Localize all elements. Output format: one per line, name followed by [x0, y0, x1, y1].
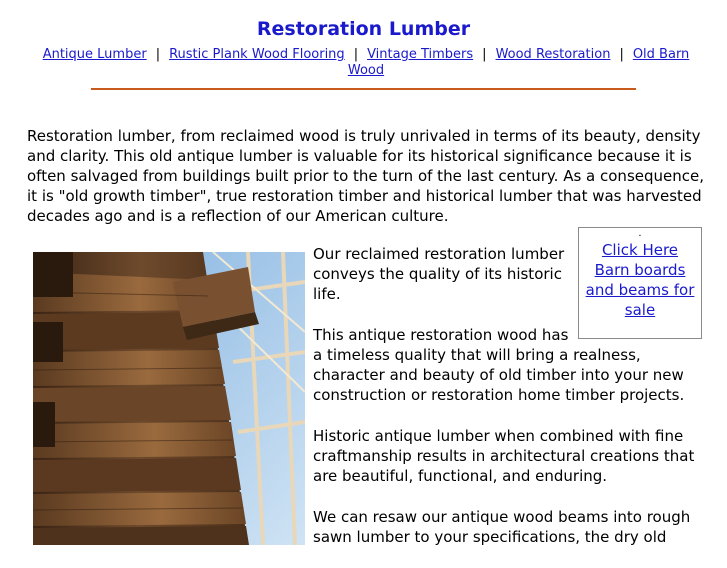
nav-link-rustic-plank-flooring[interactable]: Rustic Plank Wood Flooring	[169, 47, 345, 62]
nav-separator: |	[155, 47, 161, 62]
nav-link-old-barn-wood[interactable]: Old Barn Wood	[347, 47, 690, 78]
timber-wall-photo	[33, 252, 305, 545]
barn-boards-link[interactable]: Click Here Barn boards and beams for sale	[585, 241, 695, 319]
nav-separator: |	[619, 47, 624, 62]
promo-dot: .	[638, 228, 642, 239]
nav-link-antique-lumber[interactable]: Antique Lumber	[42, 47, 147, 62]
barn-boards-promo-box	[578, 227, 702, 339]
top-nav	[36, 47, 696, 79]
body-paragraph: Historic antique lumber when combined with fine craftmanship results in architectural creations that are beautiful, functional, and enduring.	[313, 427, 695, 485]
body-paragraph: Our reclaimed restoration lumber conveys the quality of its historic life.	[313, 245, 565, 303]
nav-link-wood-restoration[interactable]: Wood Restoration	[495, 47, 611, 62]
nav-separator: |	[482, 47, 487, 62]
nav-link-vintage-timbers[interactable]: Vintage Timbers	[367, 47, 474, 62]
intro-paragraph: Restoration lumber, from reclaimed wood is truly unrivaled in terms of its beauty, density and clarity. This old antique lumber is valuable for its historical significance because it is often salvaged from buildings built prior to the turn of the last century. As a consequence, it is "old growth timber", true restoration timber and historical lumber that was harvested decades ago and is a reflection of our American culture.	[27, 127, 704, 225]
page-title: Restoration Lumber	[256, 18, 471, 40]
nav-separator: |	[353, 47, 359, 62]
divider-rule	[91, 88, 636, 90]
body-paragraph: We can resaw our antique wood beams into rough sawn lumber to your specifications, the dry old	[313, 508, 691, 546]
body-paragraph: This antique restoration wood has a timeless quality that will bring a realness, character and beauty of old timber into your new construction or restoration home timber projects.	[313, 326, 685, 404]
